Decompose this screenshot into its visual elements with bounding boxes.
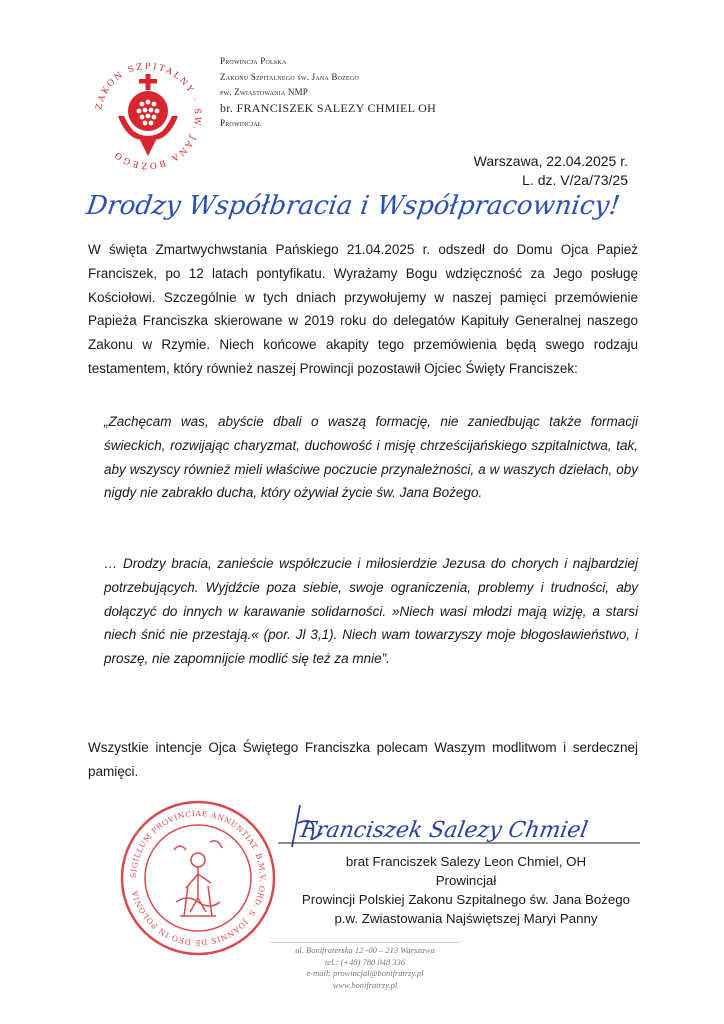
signatory-title: Prowincjał xyxy=(435,873,497,888)
org-line-dedication: pw. Zwiastowania NMP xyxy=(220,87,308,98)
paragraph-intro: W święta Zmartwychwstania Pańskiego 21.04.2025 r. odszedł do Domu Ojca Papież Franciszek, po 12 latach pontyfikatu. Wyrażamy Bogu wdzięczność za Jego posługę Kościołowi. Szczególnie w tych dniach przywołujemy w naszej pamięci przemówienie Papieża Franciszka skierowane w 2019 roku do delegatów Kapituły Generalnej naszego Zakonu w Rzymie. Niech końcowe akapity tego przemówienia będą swego rodzaju testamentem, który również naszej Prowincji pozostawił Ojciec Święty Franciszek: xyxy=(88,242,638,376)
signatory-dedication: p.w. Zwiastowania Najświętszej Maryi Panny xyxy=(334,911,598,926)
org-line-order: Zakonu Szpitalnego św. Jana Bożego xyxy=(220,71,359,82)
seal-figure-icon xyxy=(174,841,222,916)
quote-paragraph-2: … Drodzy bracia, zanieście współczucie i miłosierdzie Jezusa do chorych i najbardziej potrzebujących. Wyjdźcie poza siebie, swoje ograniczenia, problemy i trudności, aby dołączyć do innych w karawanie solidarności. »Niech wasi młodzi mają wizję, a starsi niech śnić nie przestają.« (por. Jl 3,1). Niech wam towarzyszy moje błogosławieństwo, i proszę, nie zapomnijcie modlić się też za mnie”. xyxy=(104,556,638,667)
place-date: Warszawa, 22.04.2025 r. xyxy=(473,153,628,169)
footer-address: ul. Bonifraterska 12 -00 – 213 Warszawa xyxy=(270,942,460,957)
reference-number: L. dz. V/2a/73/25 xyxy=(522,172,628,188)
org-line-name: br. FRANCISZEK SALEZY CHMIEL OH xyxy=(220,100,437,115)
signatory-name: brat Franciszek Salezy Leon Chmiel, OH xyxy=(345,854,587,869)
org-line-title: Prowincjał xyxy=(220,118,262,129)
org-line-province: Prowincja Polska xyxy=(220,56,287,66)
signature-text: Franciszek Salezy Chmiel xyxy=(298,817,590,843)
order-logo xyxy=(88,56,208,176)
paragraph-closing: Wszystkie intencje Ojca Świętego Franciszka polecam Waszym modlitwom i serdecznej pamięci. xyxy=(88,740,638,779)
signatory-province: Prowincji Polskiej Zakonu Szpitalnego św. Jana Bożego xyxy=(301,892,631,907)
footer-phone: tel.: (+48) 780 048 336 xyxy=(324,956,406,967)
handwritten-signature xyxy=(278,801,640,859)
organization-header xyxy=(220,54,436,132)
quote-paragraph-1: „Zachęcam was, abyście dbali o waszą formację, nie zaniedbując także formacji świeckich, rozwijając charyzmat, duchowość i misję chrześcijańskiego szpitalnictwa, tak, aby wszyscy również mieli właściwe poczucie przynależności, a w waszych dziełach, oby nigdy nie zabrakło ducha, który ożywiał życie św. Jana Bożego. xyxy=(104,414,638,501)
salutation-text: Drodzy Współbracia i Współpracownicy! xyxy=(84,191,622,221)
official-seal xyxy=(118,798,278,958)
handwritten-salutation xyxy=(84,182,622,228)
signature-block xyxy=(290,852,642,928)
footer-contact xyxy=(270,942,460,991)
footer-email: e-mail: prowincjal@bonifratrzy.pl xyxy=(306,968,424,978)
logo-ring-text: ZAKON SZPITALNY · ŚW. JANA BOŻEGO xyxy=(94,61,203,171)
seal-text: SIGILLUM PROVINCIAE ANNUNTIAT. B.M.V. ORD. S. JOANNIS DE DEO IN POLONIA xyxy=(128,808,268,948)
footer-website: www.bonifratrzy.pl xyxy=(332,979,398,990)
